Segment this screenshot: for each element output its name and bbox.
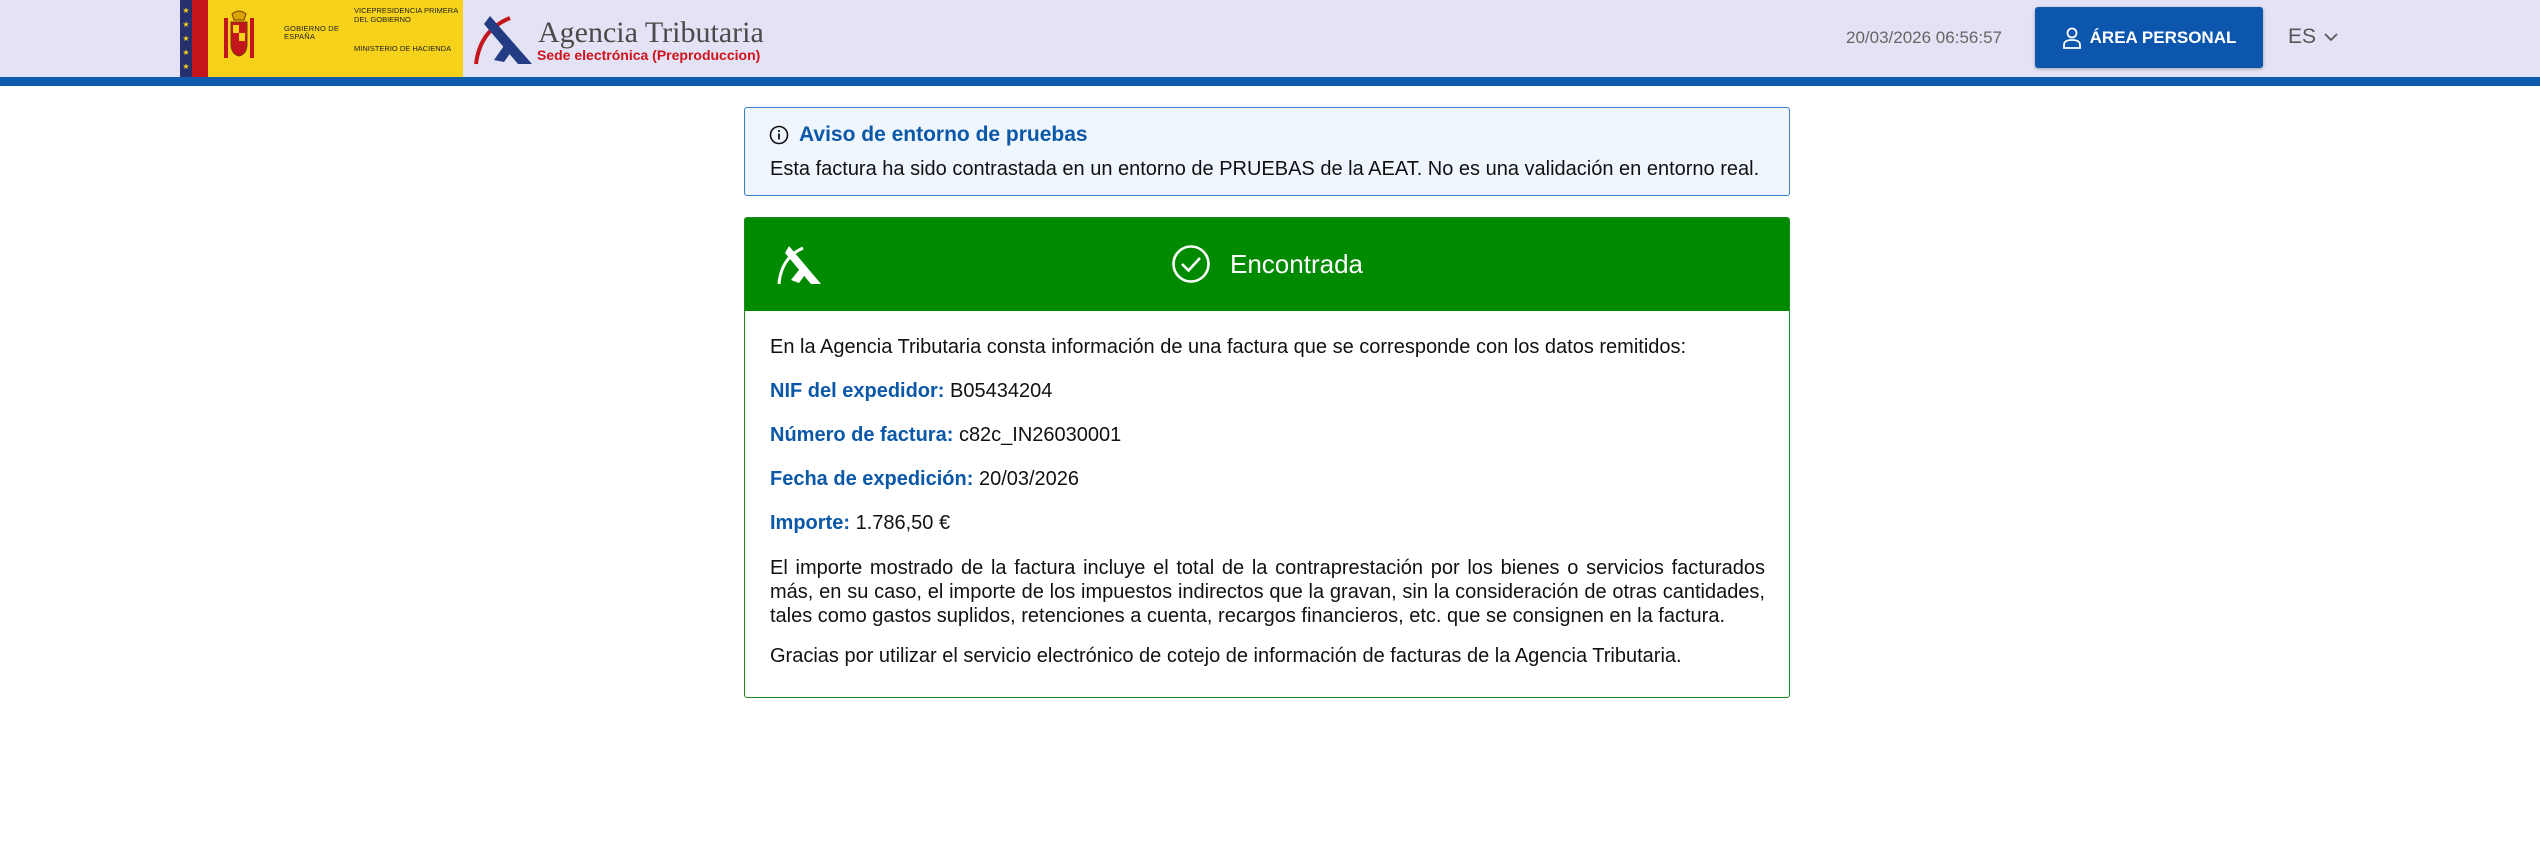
field-nif-label: NIF del expedidor: bbox=[770, 380, 945, 402]
session-datetime: 20/03/2026 06:56:57 bbox=[1846, 28, 2002, 47]
gobierno-label: GOBIERNO DE ESPAÑA bbox=[284, 24, 340, 41]
check-circle-icon bbox=[1171, 244, 1211, 284]
chevron-down-icon bbox=[2324, 32, 2338, 42]
eu-stars-icon: ★ ★ ★ ★ ★ bbox=[182, 6, 190, 71]
language-selector[interactable] bbox=[2288, 25, 2338, 49]
invoice-result-card bbox=[744, 217, 1790, 698]
notice-title-row bbox=[769, 123, 1088, 147]
field-fecha-expedicion bbox=[770, 468, 1079, 491]
info-icon bbox=[769, 125, 789, 145]
importe-disclaimer: El importe mostrado de la factura incluye el total de la contraprestación por los bienes o servicios facturados más, en su caso, el importe de los impuestos indirectos que la gravan, sin la consideración de otras cantidades, tales como gastos suplidos, retenciones a cuenta, recargos financieros, etc. que se consignen en la factura. bbox=[770, 557, 1765, 627]
result-status bbox=[1171, 244, 1363, 284]
field-numero-factura bbox=[770, 424, 1121, 447]
result-header bbox=[745, 218, 1789, 311]
field-fecha-label: Fecha de expedición: bbox=[770, 468, 974, 490]
language-label: ES bbox=[2288, 25, 2317, 48]
notice-title: Aviso de entorno de pruebas bbox=[799, 123, 1088, 146]
ministerio-label: MINISTERIO DE HACIENDA bbox=[354, 44, 452, 53]
gobierno-espana-logo[interactable] bbox=[180, 0, 463, 77]
site-header bbox=[0, 0, 2540, 77]
coat-of-arms-icon bbox=[220, 8, 258, 66]
vicepresidencia-label: VICEPRESIDENCIA PRIMERA DEL GOBIERNO bbox=[354, 6, 458, 24]
result-status-label: Encontrada bbox=[1230, 248, 1363, 279]
field-numero-label: Número de factura: bbox=[770, 424, 954, 446]
aeat-logo-icon[interactable] bbox=[474, 10, 536, 66]
field-importe-label: Importe: bbox=[770, 512, 850, 534]
area-personal-button[interactable] bbox=[2035, 7, 2263, 68]
area-personal-label: ÁREA PERSONAL bbox=[2089, 27, 2237, 47]
field-nif-value: B05434204 bbox=[950, 380, 1053, 402]
notice-text: Esta factura ha sido contrastada en un entorno de PRUEBAS de la AEAT. No es una validación en entorno real. bbox=[770, 158, 1760, 180]
aeat-mark-icon bbox=[777, 242, 823, 286]
thanks-message: Gracias por utilizar el servicio electrónico de cotejo de información de facturas de la Agencia Tributaria. bbox=[770, 645, 1682, 667]
header-stripe bbox=[0, 77, 2540, 86]
result-intro: En la Agencia Tributaria consta información de una factura que se corresponde con los datos remitidos: bbox=[770, 336, 1687, 358]
field-importe-value: 1.786,50 € bbox=[855, 512, 951, 534]
brand-title[interactable]: Agencia Tributaria bbox=[538, 16, 764, 49]
field-nif bbox=[770, 380, 1052, 403]
field-fecha-value: 20/03/2026 bbox=[978, 468, 1080, 490]
field-numero-value: c82c_IN26030001 bbox=[958, 424, 1122, 446]
field-importe bbox=[770, 512, 950, 535]
test-environment-notice bbox=[744, 107, 1790, 196]
spain-flag-stripe bbox=[192, 0, 208, 77]
brand-subtitle: Sede electrónica (Preproduccion) bbox=[537, 47, 761, 63]
user-icon bbox=[2062, 27, 2082, 49]
